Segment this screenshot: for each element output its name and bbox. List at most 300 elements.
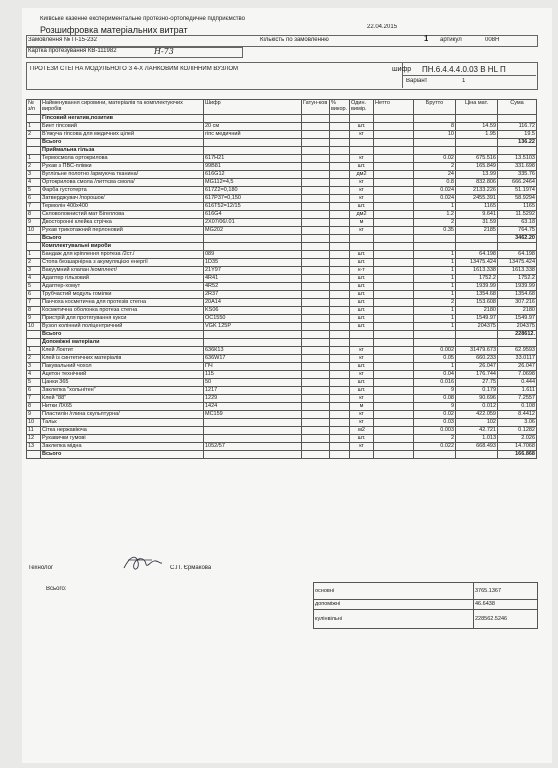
table-row	[27, 259, 537, 267]
table-cell	[330, 259, 350, 267]
table-cell: шт.	[350, 435, 374, 443]
table-row	[27, 371, 537, 379]
table-cell: шт.	[350, 275, 374, 283]
table-cell	[374, 131, 414, 139]
table-cell: 1	[414, 307, 456, 315]
table-cell	[374, 219, 414, 227]
table-cell	[374, 163, 414, 171]
table-row	[27, 291, 537, 299]
table-cell: Бандаж для кріплення протеза /2ст./	[41, 251, 204, 259]
handwritten-note: Н-73	[154, 47, 174, 56]
table-cell: Клей "88"	[41, 395, 204, 403]
order-label: Замовлення № П-15-232	[28, 37, 97, 43]
table-cell	[374, 347, 414, 355]
table-cell: Пакувальний чохол	[41, 363, 204, 371]
table-row	[27, 323, 537, 331]
table-cell: 1052/57	[204, 443, 302, 451]
table-cell: Адаптер-хомут	[41, 283, 204, 291]
table-cell: шт.	[350, 315, 374, 323]
table-cell: 33.0117	[498, 355, 537, 363]
table-cell	[374, 195, 414, 203]
table-cell	[302, 179, 330, 187]
table-cell: 0.003	[414, 427, 456, 435]
table-cell: 2	[414, 219, 456, 227]
table-cell: 1165	[498, 203, 537, 211]
product-name: ПРОТЕЗИ СТЕГНА МОДУЛЬНОГО З 4-Х ЛАНКОВИМ КОЛІННИМ ВУЗЛОМ	[30, 66, 238, 72]
table-cell	[374, 411, 414, 419]
table-cell: Цанки 365	[41, 379, 204, 387]
cipher-label: шифр	[392, 66, 412, 73]
table-cell: 3	[27, 363, 41, 371]
document-date: 22.04.2015	[367, 24, 398, 30]
table-cell: к-т	[350, 267, 374, 275]
section-total-value: 166.868	[498, 451, 537, 459]
table-cell	[302, 379, 330, 387]
table-cell: 6	[27, 291, 41, 299]
table-cell	[330, 363, 350, 371]
table-cell: 764.75	[498, 227, 537, 235]
table-cell: шт.	[350, 379, 374, 387]
table-cell	[374, 427, 414, 435]
table-cell	[302, 259, 330, 267]
document-title: Розшифровка матеріальних витрат	[40, 25, 188, 35]
table-cell: кг	[350, 187, 374, 195]
table-cell: 1	[27, 251, 41, 259]
table-cell: 4	[27, 179, 41, 187]
table-cell: 6	[27, 195, 41, 203]
table-cell	[330, 123, 350, 131]
table-cell: 10	[27, 323, 41, 331]
table-cell	[374, 443, 414, 451]
table-cell: 089	[204, 251, 302, 259]
table-row	[27, 179, 537, 187]
table-cell: шт.	[350, 203, 374, 211]
table-cell: ПЧ	[204, 363, 302, 371]
section-total-label: Всього	[41, 139, 204, 147]
column-header: Нетто	[374, 100, 414, 115]
column-header: % викор.	[330, 100, 350, 115]
table-cell	[374, 179, 414, 187]
table-header-row	[27, 100, 537, 115]
table-cell: 1.2	[414, 211, 456, 219]
table-cell: 11	[27, 427, 41, 435]
table-cell: 1	[27, 347, 41, 355]
table-cell: 1	[27, 155, 41, 163]
table-cell: 0.012	[456, 403, 498, 411]
table-cell: 1354.68	[498, 291, 537, 299]
table-cell: 5	[27, 187, 41, 195]
section-title: Приймальна гільза	[41, 147, 204, 155]
table-cell: 307.216	[498, 299, 537, 307]
table-cell: 153.608	[456, 299, 498, 307]
totals-basic-label: основні	[314, 583, 474, 600]
table-row	[27, 427, 537, 435]
table-cell: 3	[27, 267, 41, 275]
table-cell: 2	[414, 435, 456, 443]
column-header: Найменування сировини, матеріалів та комплектуючих виробів	[41, 100, 204, 115]
table-cell: 0.179	[456, 387, 498, 395]
table-cell	[374, 171, 414, 179]
table-cell: 7.2557	[498, 395, 537, 403]
table-cell	[330, 203, 350, 211]
table-cell: 1613.338	[456, 267, 498, 275]
table-cell: 2	[27, 259, 41, 267]
table-cell: кг	[350, 131, 374, 139]
table-cell: Пристрій для протягування кукси	[41, 315, 204, 323]
table-cell: 1	[414, 315, 456, 323]
table-cell	[302, 123, 330, 131]
table-cell: 13475.424	[498, 259, 537, 267]
table-cell: 2	[414, 299, 456, 307]
table-cell: дм2	[350, 171, 374, 179]
table-cell: 0.022	[414, 443, 456, 451]
signature-mark	[122, 552, 164, 574]
table-row	[27, 363, 537, 371]
table-cell: 10	[414, 131, 456, 139]
table-cell	[330, 195, 350, 203]
table-cell: кг	[350, 371, 374, 379]
table-cell	[302, 187, 330, 195]
table-cell: шт.	[350, 163, 374, 171]
table-cell: 204375	[498, 323, 537, 331]
table-cell	[302, 171, 330, 179]
table-cell: 675.516	[456, 155, 498, 163]
table-cell: 2455.391	[456, 195, 498, 203]
table-row	[27, 123, 537, 131]
table-cell: м	[350, 403, 374, 411]
section-title: Гіпсовий негатив,позитив	[41, 115, 204, 123]
table-cell: 6	[27, 387, 41, 395]
table-cell	[302, 371, 330, 379]
table-cell	[302, 435, 330, 443]
cipher-value: ПН.6.4.4.4.0.03 В HL П	[422, 65, 506, 74]
table-cell	[374, 283, 414, 291]
table-cell: 422.059	[456, 411, 498, 419]
table-cell	[302, 155, 330, 163]
totals-comp-label: кулінвільні	[314, 610, 474, 629]
table-row	[27, 355, 537, 363]
table-cell: MG202	[204, 227, 302, 235]
table-cell: кг	[350, 227, 374, 235]
section-title-row	[27, 243, 537, 251]
table-cell: гіпс медичний	[204, 131, 302, 139]
table-cell	[302, 403, 330, 411]
section-title: Допоміжні матеріали	[41, 339, 204, 347]
table-cell: 3.06	[498, 419, 537, 427]
table-cell	[302, 315, 330, 323]
table-cell: 2133.226	[456, 187, 498, 195]
totals-basic-value: 3765.1367	[474, 583, 538, 600]
table-cell: 1D35	[204, 259, 302, 267]
table-cell: 10	[27, 227, 41, 235]
table-cell: 21Y97	[204, 267, 302, 275]
table-cell: 20 см	[204, 123, 302, 131]
column-header: Сума	[498, 100, 537, 115]
table-cell	[374, 203, 414, 211]
table-cell: 26.047	[456, 363, 498, 371]
table-cell: В'яжуча гіпсова для медичних цілей	[41, 131, 204, 139]
table-cell: Скловолокнистий мат Бігеллова	[41, 211, 204, 219]
totals-label: Всього:	[46, 586, 67, 592]
table-cell: Фарба густотерта	[41, 187, 204, 195]
table-cell: 668.493	[456, 443, 498, 451]
table-cell: Тальк	[41, 419, 204, 427]
table-cell	[302, 387, 330, 395]
table-row	[27, 211, 537, 219]
table-cell: 1	[414, 291, 456, 299]
table-cell: Термолін 400х400	[41, 203, 204, 211]
column-header: Гатун-ков	[302, 100, 330, 115]
table-row	[27, 443, 537, 451]
table-cell	[374, 307, 414, 315]
table-cell	[374, 227, 414, 235]
table-row	[27, 419, 537, 427]
materials-table	[26, 99, 537, 459]
table-cell: 616G12	[204, 171, 302, 179]
table-cell: 2Х07/06/.01	[204, 219, 302, 227]
table-cell: 42.721	[456, 427, 498, 435]
organization-name: Київське казенне експериментальне протезно-ортопедичне підприємство	[40, 16, 245, 22]
table-cell: Бинт гіпсовий	[41, 123, 204, 131]
table-cell: 8	[27, 211, 41, 219]
table-cell	[302, 299, 330, 307]
table-cell	[374, 259, 414, 267]
table-cell	[374, 267, 414, 275]
table-cell: 9	[414, 387, 456, 395]
table-row	[27, 203, 537, 211]
table-cell: 27.75	[456, 379, 498, 387]
table-cell: 617Р37=0,150	[204, 195, 302, 203]
table-row	[27, 403, 537, 411]
table-cell: 8	[414, 123, 456, 131]
table-cell	[330, 219, 350, 227]
totals-comp-value: 228562.5246	[474, 610, 538, 629]
table-cell	[302, 411, 330, 419]
table-cell	[330, 307, 350, 315]
table-row	[27, 315, 537, 323]
table-cell	[374, 379, 414, 387]
table-cell	[330, 387, 350, 395]
table-cell	[374, 403, 414, 411]
table-cell: 64.198	[456, 251, 498, 259]
table-cell	[330, 187, 350, 195]
table-row	[27, 131, 537, 139]
table-cell: 1	[414, 275, 456, 283]
table-row	[27, 395, 537, 403]
table-cell	[302, 291, 330, 299]
table-cell: 8	[27, 403, 41, 411]
table-cell	[330, 267, 350, 275]
table-cell: 1	[414, 283, 456, 291]
column-header: Ціна мат.	[456, 100, 498, 115]
table-cell	[330, 435, 350, 443]
table-cell: 2R37	[204, 291, 302, 299]
table-cell: дм2	[350, 211, 374, 219]
card-label: Картка протезування КВ-111982	[28, 48, 117, 54]
table-cell	[302, 131, 330, 139]
table-cell: 90.696	[456, 395, 498, 403]
table-cell: кг	[350, 195, 374, 203]
table-cell	[330, 427, 350, 435]
table-row	[27, 187, 537, 195]
table-cell	[302, 347, 330, 355]
table-cell: 24	[414, 171, 456, 179]
document-page	[22, 8, 552, 763]
table-cell	[330, 291, 350, 299]
table-cell	[374, 419, 414, 427]
table-cell: Вузол колінний поліцентричний	[41, 323, 204, 331]
table-cell: шт.	[350, 363, 374, 371]
table-cell: 0.024	[414, 187, 456, 195]
table-cell	[302, 227, 330, 235]
table-cell	[374, 291, 414, 299]
table-cell: Нитки ЛХ65	[41, 403, 204, 411]
table-cell: 1	[414, 251, 456, 259]
quantity-value: 1	[424, 35, 429, 42]
table-cell: 13	[27, 443, 41, 451]
table-cell: 9	[27, 411, 41, 419]
table-cell	[330, 371, 350, 379]
table-row	[27, 163, 537, 171]
table-cell: 3	[27, 171, 41, 179]
table-cell	[330, 411, 350, 419]
table-cell: 0.02	[414, 155, 456, 163]
table-cell: 26.047	[498, 363, 537, 371]
table-cell: 13.99	[456, 171, 498, 179]
table-cell: 0.016	[414, 379, 456, 387]
table-cell: 1217	[204, 387, 302, 395]
table-cell: 13475.424	[456, 259, 498, 267]
table-cell: 1	[414, 267, 456, 275]
table-cell: 0.1282	[498, 427, 537, 435]
table-cell	[330, 179, 350, 187]
table-cell: шт.	[350, 259, 374, 267]
table-cell	[374, 275, 414, 283]
table-cell: 99В81	[204, 163, 302, 171]
column-header: Брутто	[414, 100, 456, 115]
table-cell: кг	[350, 419, 374, 427]
table-cell: 2180	[456, 307, 498, 315]
table-cell: 0.108	[498, 403, 537, 411]
table-cell	[302, 355, 330, 363]
table-cell: 1939.99	[456, 283, 498, 291]
table-cell: 11.5292	[498, 211, 537, 219]
table-cell: 5	[27, 283, 41, 291]
table-row	[27, 155, 537, 163]
table-cell: 58.9294	[498, 195, 537, 203]
table-cell	[374, 435, 414, 443]
signature-name: С.П. Єрмакова	[170, 565, 212, 571]
table-cell	[330, 275, 350, 283]
table-cell: Трубчастий модуль гомілки	[41, 291, 204, 299]
table-cell: шт.	[350, 307, 374, 315]
table-cell	[302, 323, 330, 331]
table-cell: 1.013	[456, 435, 498, 443]
table-row	[27, 283, 537, 291]
table-cell	[330, 171, 350, 179]
table-row	[27, 411, 537, 419]
table-cell	[374, 315, 414, 323]
table-row	[27, 195, 537, 203]
table-cell: 7.0698	[498, 371, 537, 379]
table-cell: 666.2464	[498, 179, 537, 187]
table-cell: Двосторонні клейка стрічка	[41, 219, 204, 227]
table-cell: 335.76	[498, 171, 537, 179]
table-row	[27, 307, 537, 315]
table-cell	[302, 307, 330, 315]
table-cell: 62.9593	[498, 347, 537, 355]
table-cell: Заклепка мідна	[41, 443, 204, 451]
table-cell: шт.	[350, 323, 374, 331]
table-cell: 2	[27, 163, 41, 171]
table-cell: VGK 125P	[204, 323, 302, 331]
table-cell: 660.233	[456, 355, 498, 363]
table-cell: 2.026	[498, 435, 537, 443]
table-cell	[302, 419, 330, 427]
column-header: Один. вимір.	[350, 100, 374, 115]
table-cell	[374, 187, 414, 195]
table-cell: 20А14	[204, 299, 302, 307]
table-cell: 2	[414, 163, 456, 171]
table-cell: 1939.99	[498, 283, 537, 291]
table-cell: 636К13	[204, 347, 302, 355]
table-cell	[374, 371, 414, 379]
section-total-value: 3462.20	[498, 235, 537, 243]
table-row	[27, 251, 537, 259]
table-cell	[302, 267, 330, 275]
table-cell: 63.18	[498, 219, 537, 227]
table-cell	[330, 163, 350, 171]
table-cell: Клей Локтит	[41, 347, 204, 355]
table-cell: 165.849	[456, 163, 498, 171]
table-cell: 14.59	[456, 123, 498, 131]
totals-aux-value: 46.6438	[474, 600, 538, 610]
table-cell: Панчоха косметична для протезів стегна	[41, 299, 204, 307]
table-cell: м2	[350, 427, 374, 435]
table-cell: 0.8	[414, 179, 456, 187]
section-total-row	[27, 331, 537, 339]
table-cell: 31.59	[456, 219, 498, 227]
table-cell: кг	[350, 347, 374, 355]
section-total-value: 136.22	[498, 139, 537, 147]
table-cell	[374, 211, 414, 219]
table-cell	[302, 443, 330, 451]
table-cell	[330, 347, 350, 355]
table-cell	[330, 131, 350, 139]
table-cell: 616G4	[204, 211, 302, 219]
table-cell	[330, 355, 350, 363]
table-cell: 616Т52=12/15	[204, 203, 302, 211]
table-cell: шт.	[350, 123, 374, 131]
section-title: Комплектувальні вироби	[41, 243, 204, 251]
article-label: артикул	[440, 37, 462, 43]
table-cell: 9	[27, 315, 41, 323]
table-cell: 0.35	[414, 227, 456, 235]
table-cell	[374, 251, 414, 259]
section-title-row	[27, 147, 537, 155]
table-cell: 1.611	[498, 387, 537, 395]
table-cell: 116.72	[498, 123, 537, 131]
table-cell: MC159	[204, 411, 302, 419]
table-cell: 636W17	[204, 355, 302, 363]
table-cell: 7	[27, 203, 41, 211]
variant-value: 1	[462, 78, 466, 84]
table-cell	[302, 195, 330, 203]
table-cell: 617Z2=0,180	[204, 187, 302, 195]
table-cell	[302, 163, 330, 171]
table-cell: 10	[27, 419, 41, 427]
table-cell: 9.641	[456, 211, 498, 219]
